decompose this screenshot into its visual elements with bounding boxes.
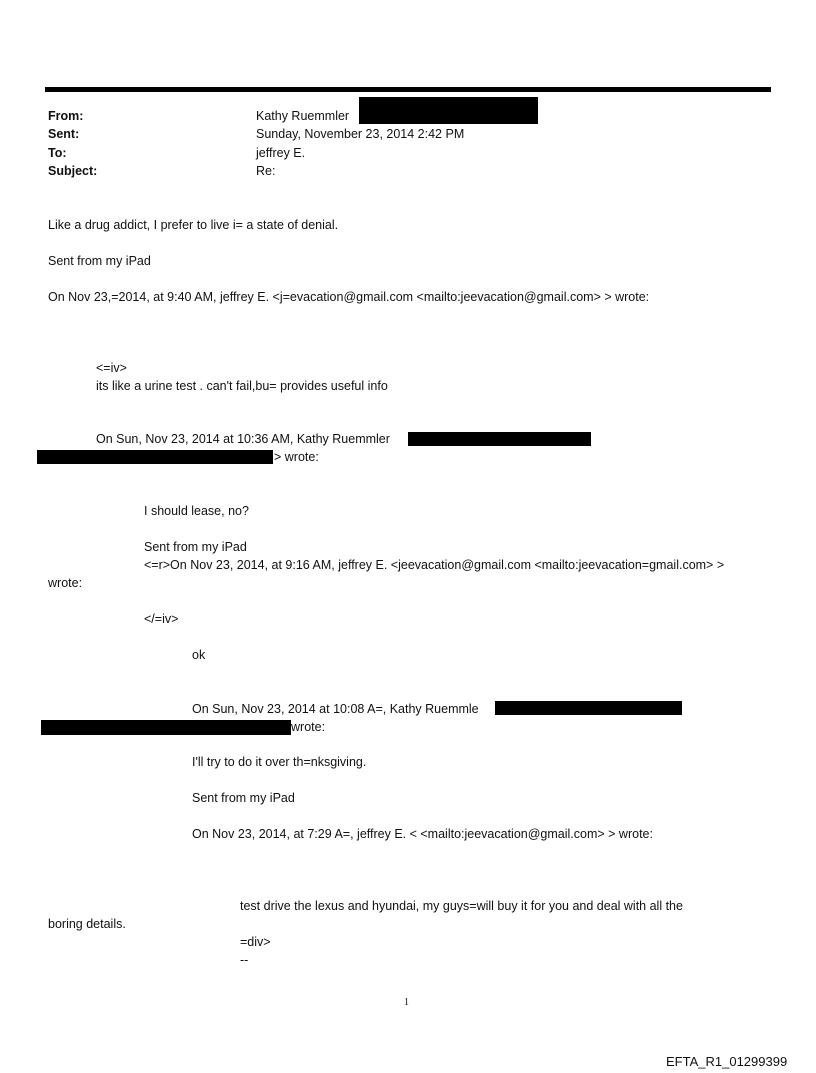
redaction-box — [495, 701, 682, 715]
body-line: wrote: — [291, 720, 326, 734]
redaction-box — [359, 97, 538, 124]
from-label: From: — [48, 109, 84, 123]
page-number: 1 — [404, 997, 409, 1008]
body-line: Sent from my iPad — [48, 254, 151, 268]
body-line: ok — [192, 648, 206, 662]
body-line: On Sun, Nov 23, 2014 at 10:08 A=, Kathy Ruemmle — [192, 702, 479, 716]
to-value: jeffrey E. — [256, 146, 306, 160]
body-line: Like a drug addict, I prefer to live i= a state of denial. — [48, 218, 339, 232]
redaction-box — [37, 450, 273, 464]
body-line: <=r>On Nov 23, 2014, at 9:16 AM, jeffrey E. <jeevacation@gmail.com <mailto:jeevacation=gmail.com> > — [144, 558, 725, 572]
body-line: On Sun, Nov 23, 2014 at 10:36 AM, Kathy Ruemmler — [96, 432, 390, 446]
body-line: test drive the lexus and hyundai, my guys=will buy it for you and deal with all the — [240, 899, 683, 913]
sent-label: Sent: — [48, 127, 80, 141]
redaction-box — [408, 432, 591, 446]
body-line: > wrote: — [274, 450, 319, 464]
body-line: Sent from my iPad — [144, 540, 247, 554]
body-line: Sent from my iPad — [192, 791, 295, 805]
from-value: Kathy Ruemmler — [256, 109, 350, 123]
body-line: I should lease, no? — [144, 504, 249, 518]
body-line: its like a urine test . can't fail,bu= provides useful info — [96, 379, 388, 393]
body-line: boring details. — [48, 917, 126, 931]
subject-value: Re: — [256, 164, 276, 178]
body-line: <=iv> — [96, 361, 127, 375]
document-id: EFTA_R1_01299399 — [666, 1054, 788, 1069]
sent-value: Sunday, November 23, 2014 2:42 PM — [256, 127, 465, 141]
body-line: -- — [240, 953, 249, 967]
body-line: I'll try to do it over th=nksgiving. — [192, 755, 367, 769]
body-line: wrote: — [48, 576, 83, 590]
header-rule — [45, 87, 771, 92]
to-label: To: — [48, 146, 67, 160]
redaction-box — [41, 720, 291, 735]
body-line: </=iv> — [144, 612, 179, 626]
body-line: On Nov 23, 2014, at 7:29 A=, jeffrey E. < <mailto:jeevacation@gmail.com> > wrote: — [192, 827, 653, 841]
body-line: =div> — [240, 935, 271, 949]
body-line: On Nov 23,=2014, at 9:40 AM, jeffrey E. <j=evacation@gmail.com <mailto:jeevacation@gmail.com> > wrote: — [48, 290, 650, 304]
subject-label: Subject: — [48, 164, 98, 178]
